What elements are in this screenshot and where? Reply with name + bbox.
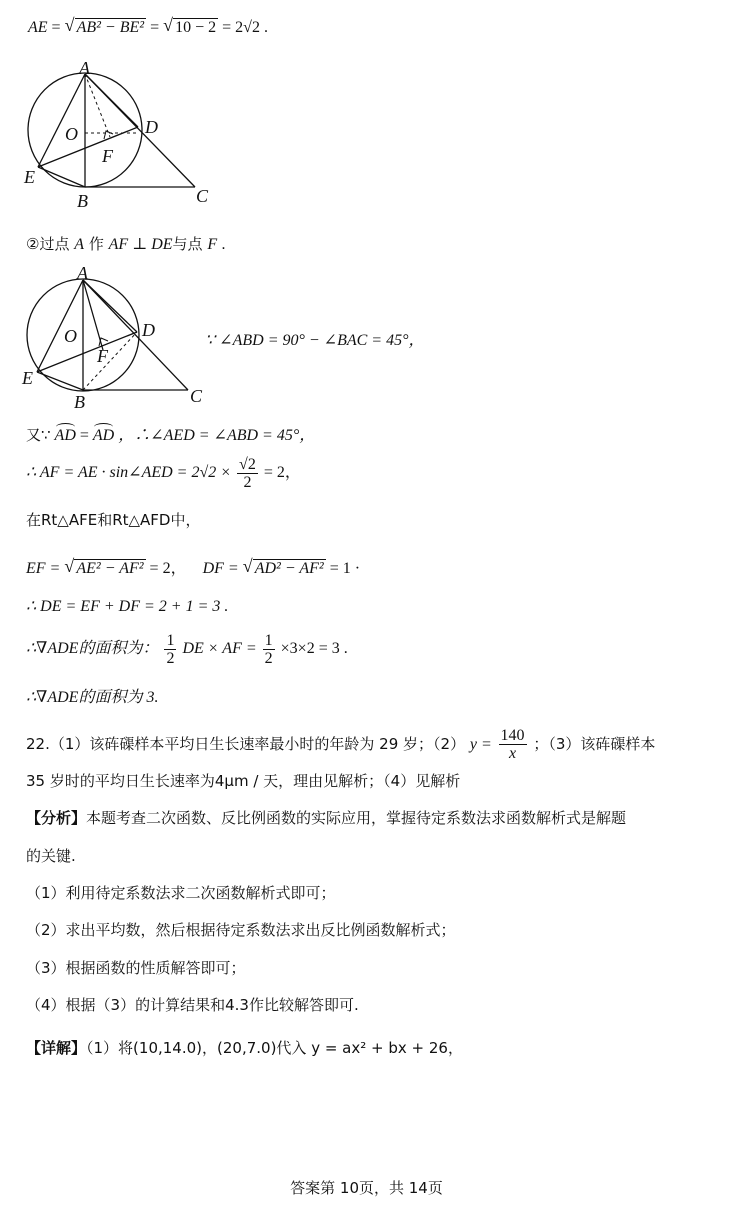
detail-tag: 【详解】 <box>26 1039 87 1057</box>
area-equation <box>26 632 348 667</box>
detail-line <box>26 1038 463 1058</box>
step2-text-1: 过点 <box>39 235 70 253</box>
q22-part-1: 22.（1）该砗磲样本平均日生长速率最小时的年龄为 29 岁；（2） <box>26 735 466 753</box>
label-o: O <box>65 124 78 144</box>
label-o: O <box>64 326 77 346</box>
ef-result: = 2， <box>149 560 187 577</box>
analysis-line-1 <box>26 808 626 828</box>
de-equation: ∴ DE = EF + DF = 2 + 1 = 3 . <box>26 598 229 615</box>
arc-ad-2: AD <box>92 427 115 444</box>
frac-den: 2 <box>243 474 252 491</box>
page-footer: 答案第 10页，共 14页 <box>290 1179 443 1197</box>
area-rhs: ×3×2 = 3 . <box>280 640 348 658</box>
list-item: （4）根据（3）的计算结果和4.3作比较解答即可. <box>26 996 359 1014</box>
q22-line-2: 35 岁时的平均日生长速率为4μm / 天，理由见解析；（4）见解析 <box>26 772 461 790</box>
analysis-tag: 【分析】 <box>26 809 87 827</box>
step2-dot: . <box>221 236 226 253</box>
q22-line-1 <box>26 727 655 762</box>
df-lhs: DF = <box>202 560 239 577</box>
sqrt-1: √ AB² − BE² <box>64 15 145 36</box>
label-a: A <box>79 58 90 78</box>
analysis-line-2: 的关键. <box>26 847 76 865</box>
af-rhs: = 2， <box>263 464 301 482</box>
eq-sign: = <box>150 19 160 36</box>
df-result: = 1 · <box>329 560 361 577</box>
step2-f: F <box>207 236 218 253</box>
geometry-figure-2 <box>0 0 733 420</box>
eq-dot: . <box>263 19 268 36</box>
label-d: D <box>145 117 158 137</box>
detail-text: （1）将(10,14.0)，(20,7.0)代入 y = ax² + bx + 26， <box>86 1039 463 1057</box>
rt-triangles-line: 在Rt△AFE和Rt△AFD中， <box>26 511 201 529</box>
area-result: ∴∇ADE的面积为 3. <box>26 689 159 706</box>
label-c: C <box>190 386 203 406</box>
label-a: A <box>77 263 88 283</box>
ef-lhs: EF = <box>26 560 61 577</box>
af-lhs: ∴ AF = AE · sin∠AED = 2√2 × <box>26 464 232 482</box>
fraction-140-over-x <box>499 727 527 762</box>
frac-num: 140 <box>500 727 525 744</box>
fraction-half-2 <box>263 632 275 667</box>
arc-ad-1: AD <box>54 427 76 444</box>
step2-a: A <box>74 236 85 253</box>
frac-num: 1 <box>264 632 273 649</box>
label-d: D <box>142 320 155 340</box>
label-b: B <box>74 392 85 412</box>
eq-lhs: AE <box>28 19 48 36</box>
eq-sign: = <box>79 427 89 444</box>
frac-den: 2 <box>264 650 273 667</box>
arc-prefix: 又∵ <box>26 426 51 444</box>
list-item: （1）利用待定系数法求二次函数解析式即可； <box>26 884 336 902</box>
frac-num: √2 <box>239 456 256 473</box>
step2-relation: AF ⊥ DE <box>108 236 173 253</box>
radicand-df: AD² − AF² <box>254 560 324 577</box>
list-item: （3）根据函数的性质解答即可； <box>26 959 246 977</box>
eq-sign: = <box>51 19 61 36</box>
q22-y: y = <box>469 736 492 753</box>
eq-result: 2√2 <box>235 19 260 36</box>
label-e: E <box>24 167 35 187</box>
radicand-2: 10 − 2 <box>175 19 217 36</box>
ef-df-equation <box>26 555 360 578</box>
frac-den: x <box>508 745 517 762</box>
step2-text-2: 作 <box>88 235 104 253</box>
sqrt-df: √ AD² − AF² <box>242 556 324 577</box>
area-mid: DE × AF = <box>182 640 257 658</box>
label-b: B <box>77 191 88 211</box>
frac-num: 1 <box>166 632 175 649</box>
label-f: F <box>97 346 108 366</box>
area-prefix: ∴∇ADE的面积为： <box>26 640 159 658</box>
frac-den: 2 <box>166 650 175 667</box>
label-c: C <box>196 186 209 206</box>
q22-part-2: ；（3）该砗磲样本 <box>533 735 656 753</box>
sqrt-ef: √ AE² − AF² <box>64 556 144 577</box>
label-f: F <box>102 146 113 166</box>
analysis-text-1: 本题考查二次函数、反比例函数的实际应用，掌握待定系数法求函数解析式是解题 <box>86 809 627 827</box>
list-item: （2）求出平均数，然后根据待定系数法求出反比例函数解析式； <box>26 921 456 939</box>
af-equation <box>26 456 301 491</box>
circled-2: ② <box>26 235 40 253</box>
arc-equality-line <box>26 422 315 445</box>
radicand-1: AB² − BE² <box>76 19 145 36</box>
radicand-ef: AE² − AF² <box>76 560 144 577</box>
fraction-half-1 <box>164 632 176 667</box>
sqrt-2: √ 10 − 2 <box>163 15 217 36</box>
step2-text-3: 与点 <box>172 235 203 253</box>
because-angle-abd: ∵ ∠ABD = 90° − ∠BAC = 45°， <box>205 332 425 349</box>
arc-conclusion: ，∴∠AED = ∠ABD = 45°， <box>118 427 316 444</box>
fraction-sqrt2-over-2 <box>237 456 258 491</box>
eq-sign: = <box>222 19 232 36</box>
label-e: E <box>22 368 33 388</box>
